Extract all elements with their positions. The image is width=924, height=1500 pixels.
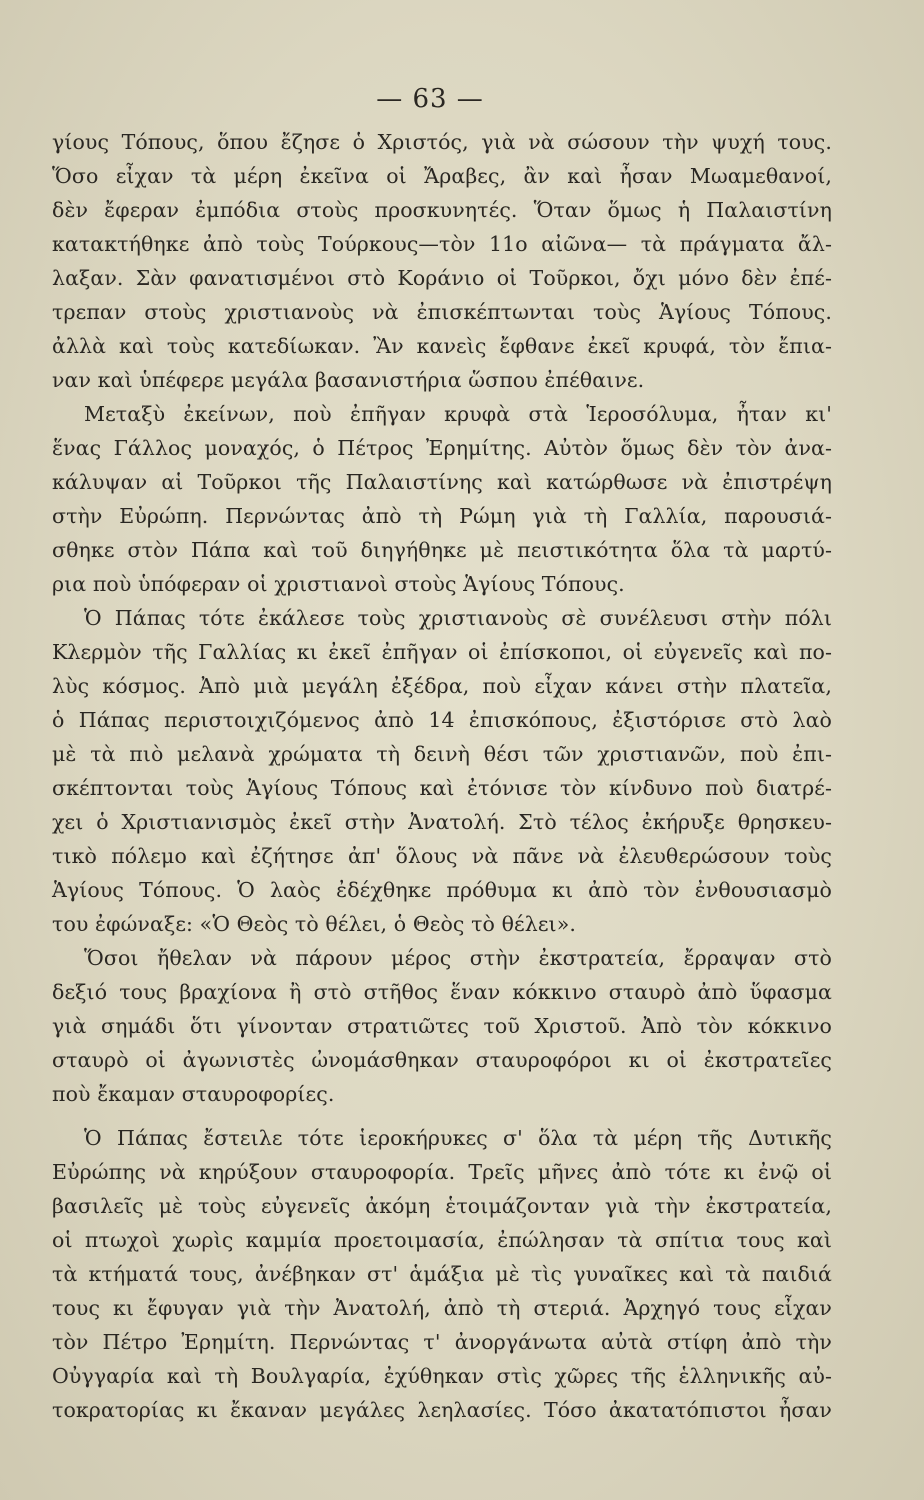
text-line: ὁ Πάπας περιστοιχιζόμενος ἀπὸ 14 ἐπισκόπους, ἐξιστόρισε στὸ λαὸ	[52, 708, 832, 732]
text-line: ἀλλὰ καὶ τοὺς κατεδίωκαν. Ἂν κανεὶς ἔφθανε ἐκεῖ κρυφά, τὸν ἔπια-	[52, 334, 832, 358]
text-line: Μεταξὺ ἐκείνων, ποὺ ἐπῆγαν κρυφὰ στὰ Ἱεροσόλυμα, ἦταν κι'	[84, 402, 832, 426]
text-line: δεξιό τους βραχίονα ἢ στὸ στῆθος ἕναν κόκκινο σταυρὸ ἀπὸ ὕφασμα	[52, 980, 832, 1004]
text-line: τὸν Πέτρο Ἐρημίτη. Περνώντας τ' ἀνοργάνωτα αὐτὰ στίφη ἀπὸ τὴν	[52, 1330, 832, 1354]
text-line: σκέπτονται τοὺς Ἁγίους Τόπους καὶ ἐτόνισε τὸν κίνδυνο ποὺ διατρέ-	[52, 776, 832, 800]
text-line: Ὁ Πάπας τότε ἐκάλεσε τοὺς χριστιανοὺς σὲ συνέλευσι στὴν πόλι	[84, 606, 832, 630]
text-line: κάλυψαν αἱ Τοῦρκοι τῆς Παλαιστίνης καὶ κατώρθωσε νὰ ἐπιστρέψη	[52, 470, 832, 494]
text-line: Ἁγίους Τόπους. Ὁ λαὸς ἐδέχθηκε πρόθυμα κι ἀπὸ τὸν ἐνθουσιασμὸ	[52, 878, 832, 902]
text-line: κατακτήθηκε ἀπὸ τοὺς Τούρκους—τὸν 11ο αἰῶνα— τὰ πράγματα ἄλ-	[52, 232, 832, 256]
text-line: λὺς κόσμος. Ἀπὸ μιὰ μεγάλη ἐξέδρα, ποὺ εἶχαν κάνει στὴν πλατεῖα,	[52, 674, 832, 698]
text-line: Ὁ Πάπας ἔστειλε τότε ἱεροκήρυκες σ' ὅλα τὰ μέρη τῆς Δυτικῆς	[84, 1126, 832, 1150]
text-line: ναν καὶ ὑπέφερε μεγάλα βασανιστήρια ὥσπου ἐπέθαινε.	[52, 368, 645, 392]
text-line: σταυρὸ οἱ ἀγωνιστὲς ὠνομάσθηκαν σταυροφόροι κι οἱ ἐκστρατεῖες	[52, 1048, 832, 1072]
text-line: Εὐρώπης νὰ κηρύξουν σταυροφορία. Τρεῖς μῆνες ἀπὸ τότε κι ἐνῷ οἱ	[52, 1160, 832, 1184]
paragraph-gap	[52, 1111, 832, 1121]
text-line: Ὅσο εἶχαν τὰ μέρη ἐκεῖνα οἱ Ἄραβες, ἂν καὶ ἦσαν Μωαμεθανοί,	[52, 164, 832, 188]
text-line: τους κι ἔφυγαν γιὰ τὴν Ἀνατολή, ἀπὸ τὴ στεριά. Ἀρχηγό τους εἶχαν	[52, 1296, 832, 1320]
text-line: Οὐγγαρία καὶ τὴ Βουλγαρία, ἐχύθηκαν στὶς χῶρες τῆς ἑλληνικῆς αὐ-	[52, 1364, 832, 1388]
paragraph-1	[52, 125, 832, 397]
text-line: μὲ τὰ πιὸ μελανὰ χρώματα τὴ δεινὴ θέσι τῶν χριστιανῶν, ποὺ ἐπι-	[52, 742, 832, 766]
paragraph-5	[52, 1121, 832, 1427]
text-line: ποὺ ἔκαμαν σταυροφορίες.	[52, 1082, 335, 1106]
text-line: ἕνας Γάλλος μοναχός, ὁ Πέτρος Ἐρημίτης. Αὐτὸν ὅμως δὲν τὸν ἀνα-	[52, 436, 832, 460]
text-line: οἱ πτωχοὶ χωρὶς καμμία προετοιμασία, ἐπώλησαν τὰ σπίτια τους καὶ	[52, 1228, 832, 1252]
text-line: σθηκε στὸν Πάπα καὶ τοῦ διηγήθηκε μὲ πειστικότητα ὅλα τὰ μαρτύ-	[52, 538, 832, 562]
text-line: τοκρατορίας κι ἔκαναν μεγάλες λεηλασίες. Τόσο ἀκατατόπιστοι ἦσαν	[52, 1398, 832, 1422]
text-line: τὰ κτήματά τους, ἀνέβηκαν στ' ἁμάξια μὲ τὶς γυναῖκες καὶ τὰ παιδιά	[52, 1262, 832, 1286]
text-line: δὲν ἔφεραν ἐμπόδια στοὺς προσκυνητές. Ὅταν ὅμως ἡ Παλαιστίνη	[52, 198, 832, 222]
text-line: στὴν Εὐρώπη. Περνώντας ἀπὸ τὴ Ρώμη γιὰ τὴ Γαλλία, παρουσιά-	[52, 504, 832, 528]
text-line: γιὰ σημάδι ὅτι γίνονταν στρατιῶτες τοῦ Χριστοῦ. Ἀπὸ τὸν κόκκινο	[52, 1014, 832, 1038]
paragraph-4	[52, 941, 832, 1111]
page-number: — 63 —	[376, 84, 484, 114]
text-line: ρια ποὺ ὑπόφεραν οἱ χριστιανοὶ στοὺς Ἁγίους Τόπους.	[52, 572, 625, 596]
text-line: τρεπαν στοὺς χριστιανοὺς νὰ ἐπισκέπτωνται τοὺς Ἁγίους Τόπους.	[52, 300, 832, 324]
text-body	[52, 125, 832, 1427]
text-line: Ὅσοι ἤθελαν νὰ πάρουν μέρος στὴν ἐκστρατεία, ἔρραψαν στὸ	[84, 946, 832, 970]
text-line: Κλερμὸν τῆς Γαλλίας κι ἐκεῖ ἐπῆγαν οἱ ἐπίσκοποι, οἱ εὐγενεῖς καὶ πο-	[52, 640, 832, 664]
text-line: του ἐφώναξε: «Ὁ Θεὸς τὸ θέλει, ὁ Θεὸς τὸ θέλει».	[52, 912, 576, 936]
text-line: χει ὁ Χριστιανισμὸς ἐκεῖ στὴν Ἀνατολή. Στὸ τέλος ἐκήρυξε θρησκευ-	[52, 810, 832, 834]
text-line: γίους Τόπους, ὅπου ἔζησε ὁ Χριστός, γιὰ νὰ σώσουν τὴν ψυχή τους.	[52, 130, 832, 154]
text-line: βασιλεῖς μὲ τοὺς εὐγενεῖς ἀκόμη ἑτοιμάζονταν γιὰ τὴν ἐκστρατεία,	[52, 1194, 832, 1218]
text-line: λαξαν. Σὰν φανατισμένοι στὸ Κοράνιο οἱ Τοῦρκοι, ὄχι μόνο δὲν ἐπέ-	[52, 266, 832, 290]
text-line: τικὸ πόλεμο καὶ ἐζήτησε ἀπ' ὅλους νὰ πᾶνε νὰ ἐλευθερώσουν τοὺς	[52, 844, 832, 868]
paragraph-2	[52, 397, 832, 601]
paragraph-3	[52, 601, 832, 941]
